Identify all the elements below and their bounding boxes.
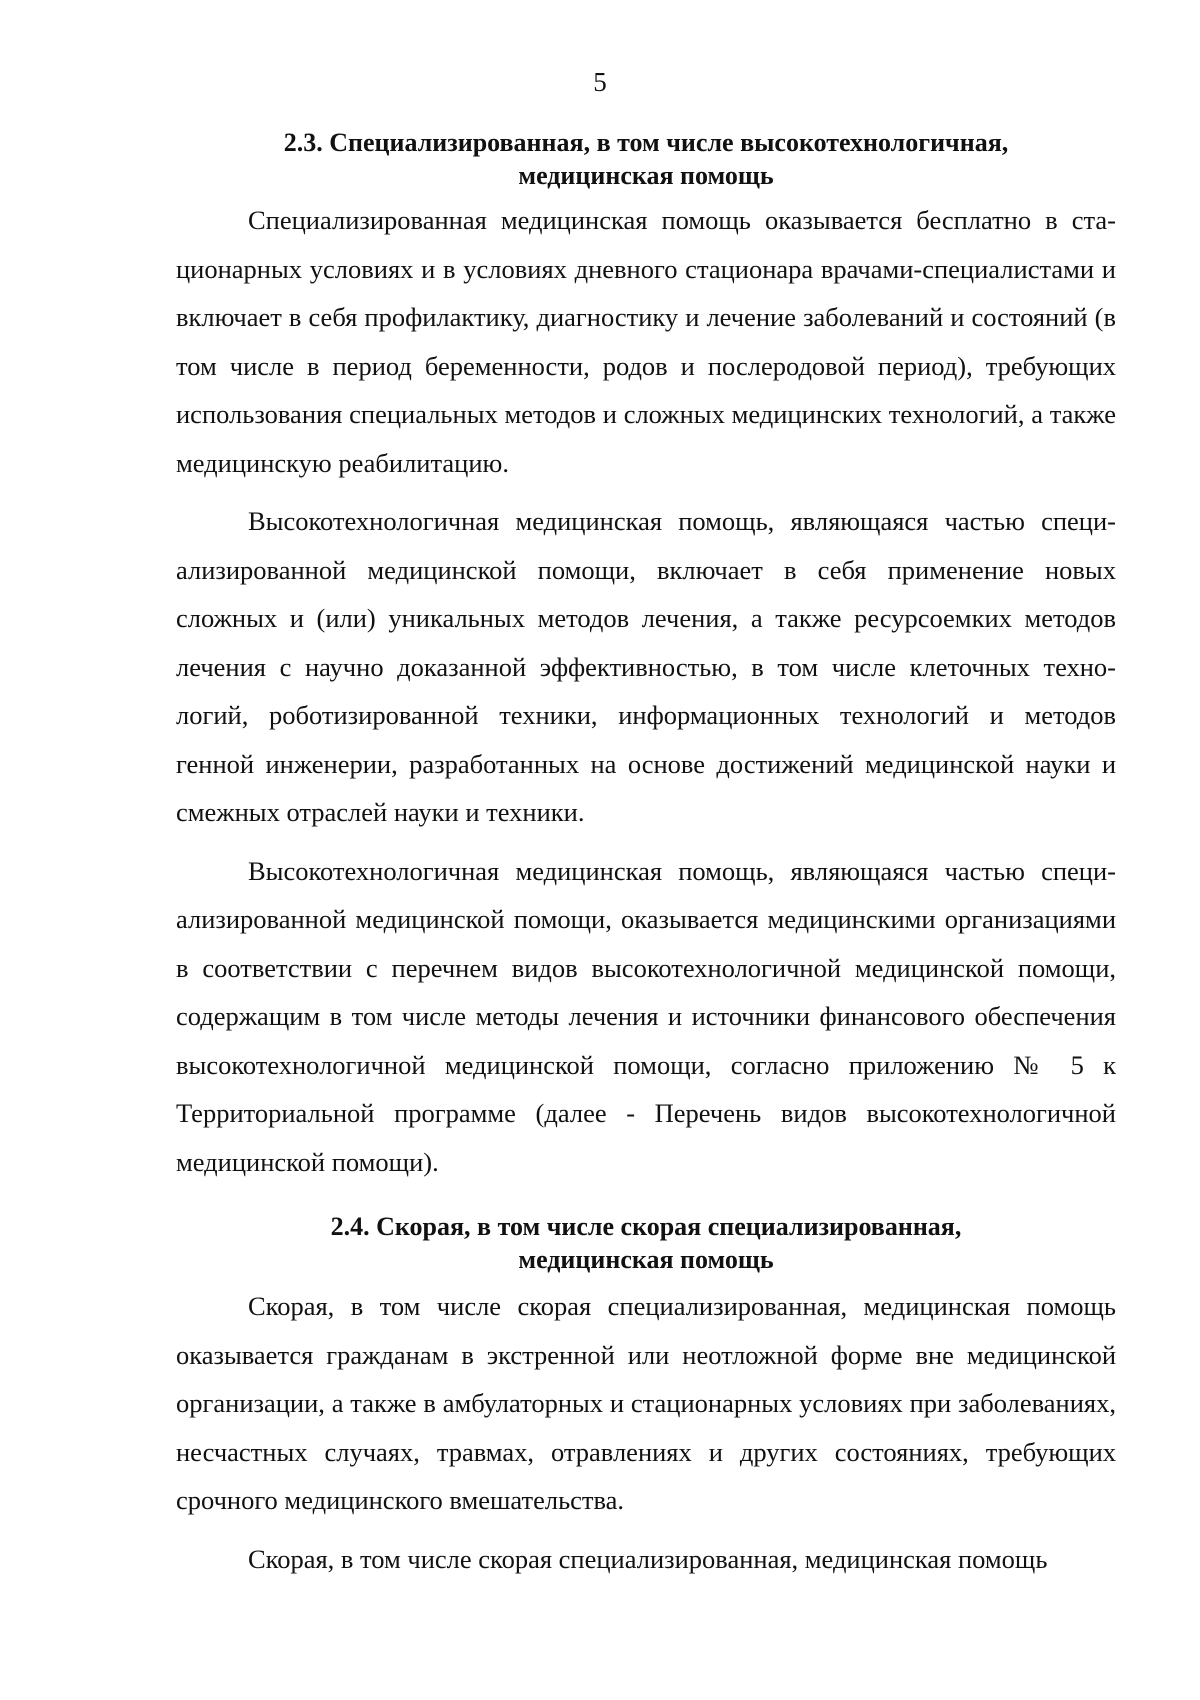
heading-line: медицинская помощь: [518, 161, 774, 190]
paragraph: Высокотехнологичная медицинская помощь, являющаяся частью специализированной медицинской помощи, включает в себя применение новых сложных и (или) уникальных методов лечения, а также ресурсоемких методов лечения с научно доказанной эффективностью, в том числе клеточных технологий, роботизированной техники, информационных технологий и методов генной инженерии, разработанных на основе достижений медицинской науки и смежных отраслей науки и техники.: [176, 506, 1116, 827]
page-number: 5: [593, 67, 607, 97]
heading-line: 2.4. Скорая, в том числе скорая специализированная,: [330, 1212, 962, 1241]
section-heading-2-3: [176, 126, 1116, 192]
section-heading-2-4: [176, 1210, 1116, 1276]
heading-line: медицинская помощь: [518, 1245, 774, 1274]
paragraph: Скорая, в том числе скорая специализированная, медицинская помощь: [248, 1543, 1048, 1574]
heading-line: 2.3. Специализированная, в том числе высокотехнологичная,: [283, 128, 1009, 157]
paragraph: Специализированная медицинская помощь оказывается бесплатно в стационарных условиях и в условиях дневного стационара врачами-специалистами и включает в себя профилактику, диагностику и лечение заболеваний и состояний (в том числе в период беременности, родов и послеродовой период), требующих использования специальных методов и сложных медицинских технологий, а также медицинскую реабилитацию.: [176, 205, 1116, 478]
page-content: [176, 126, 1116, 1583]
paragraph: Скорая, в том числе скорая специализированная, медицинская помощь оказывается гражданам в экстренной или неотложной форме вне медицинской организации, а также в амбулаторных и стационарных условиях при заболеваниях, несчастных случаях, травмах, отравлениях и других состояниях, требующих срочного медицинского вмешательства.: [176, 1291, 1116, 1515]
paragraph: Высокотехнологичная медицинская помощь, являющаяся частью специализированной медицинской помощи, оказывается медицинскими организациями в соответствии с перечнем видов высокотехнологичной медицинской помощи, содержащим в том числе методы лечения и источники финансового обеспечения высокотехнологичной медицинской помощи, согласно приложению № 5 к Территориальной программе (далее - Перечень видов высокотехнологичной медицинской помощи).: [176, 855, 1116, 1177]
